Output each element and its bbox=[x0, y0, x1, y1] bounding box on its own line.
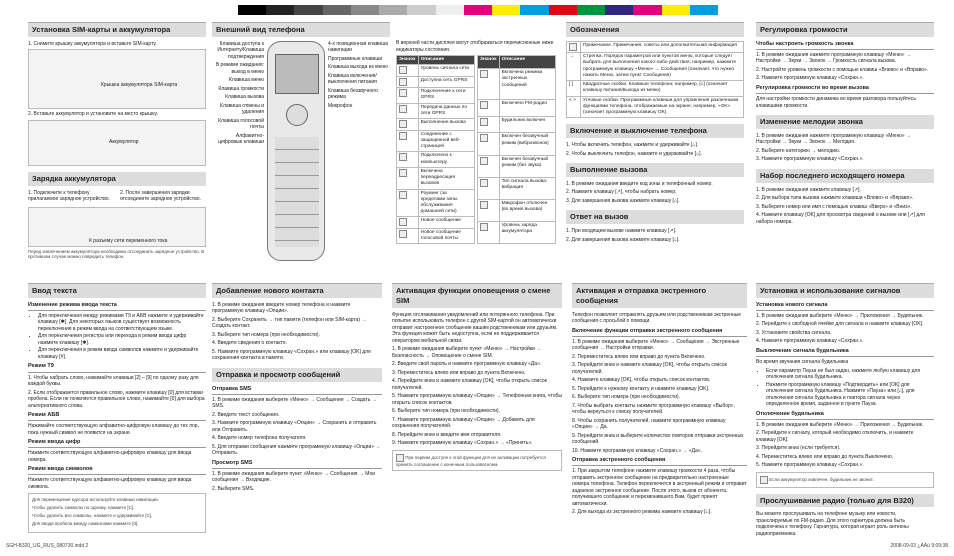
note: При первом доступе к этой функции для ее активации потребуется принять соглашение с конечным пользователем. bbox=[396, 454, 546, 467]
section-title: Отправка и просмотр сообщений bbox=[212, 368, 382, 382]
note: Для перемещения курсора используйте клавиши навигации. bbox=[32, 497, 159, 503]
bullet: • Для переключения регистра или перехода в режим ввода цифр нажмите клавишу [✱]. bbox=[38, 333, 206, 346]
step: 4. Нажмите клавишу [OK], чтобы открыть список контактов. bbox=[572, 377, 711, 384]
step: 2. Введите свой пароль и нажмите программную клавишу «Да». bbox=[392, 361, 542, 367]
step: 9. Перейдите вниз и выберите количество повторов отправки экстренных сообщений. bbox=[572, 432, 744, 446]
alarm-icon bbox=[480, 118, 488, 126]
step: 1. В режиме ожидания выберите «Меню» → Сообщения → Экстренные сообщения → Настройки отправки. bbox=[572, 338, 740, 352]
section-title: Внешний вид телефона bbox=[212, 22, 390, 37]
step: 1. При закрытом телефоне нажмите клавишу громкости 4 раза, чтобы отправить экстренное сообщение на предварительно настроенные номера телефона. Телефон переключится в экстренный режим и отправит заданное экстренное сообщение. После этого, вызов от абонента, получившего сообщение и перезвонившего Вам, будет принят автоматически. bbox=[572, 468, 747, 507]
cell: Включена переадресация вызовов bbox=[418, 167, 474, 189]
gprs-transfer-icon bbox=[399, 105, 407, 113]
step: 1. В режиме ожидания выберите «Меню» → Приложения → Будильник. bbox=[756, 312, 924, 319]
subheading: Режим ввода цифр bbox=[28, 439, 206, 448]
text: 1. Подключите к телефону прилагаемое зарядное устройство. bbox=[28, 189, 110, 202]
step: 1. Чтобы набрать слово, нажимайте клавиши [2] – [9] по одному разу для каждой буквы. bbox=[28, 374, 199, 388]
col-alarm bbox=[756, 283, 934, 539]
step: 3. Перейдите вниз (если требуется). bbox=[756, 445, 841, 452]
cell: Микрофон отключен (во время вызова) bbox=[499, 200, 555, 222]
th: Значок bbox=[397, 56, 419, 65]
step: 2. Выберите категорию → мелодию. bbox=[756, 147, 841, 154]
radio-icon bbox=[480, 101, 488, 109]
note: Если аккумулятор извлечен, будильник не звонит. bbox=[769, 476, 874, 482]
note: Чтобы удалить все символы, нажмите и удерживайте [C]. bbox=[32, 513, 153, 519]
message-icon bbox=[399, 218, 407, 226]
subheading: Просмотр SMS bbox=[212, 460, 382, 469]
col-phone bbox=[212, 22, 390, 261]
step: 2. Выберите SMS. bbox=[212, 485, 255, 492]
mute-icon bbox=[480, 157, 488, 165]
cell: Стрелка. Порядок параметров или пунктов меню, которые следует выбрать для выполнения какого-либо действия; например, нажмите программную клавишу «Меню» → Сообщения (означает, что нужно нажать Меню, затем пункт Сообщения) bbox=[581, 53, 744, 81]
sos-icon bbox=[480, 70, 488, 78]
step: 3. Выберите номер или имя с помощью клавиш «Вверх» и «Вниз». bbox=[756, 203, 912, 210]
section-title: Ввод текста bbox=[28, 283, 206, 298]
step: 2. Перейдите к свободной ячейке для сигнала и нажмите клавишу [OK]. bbox=[756, 321, 924, 328]
step: 1. В режиме ожидания выберите «Меню» → Сообщения → Создать → SMS. bbox=[212, 396, 377, 410]
subheading: Изменение режима ввода текста bbox=[28, 302, 206, 311]
step: 2. Введите текст сообщения. bbox=[212, 411, 280, 418]
bullet: • Для переключения между режимами T9 и АБВ нажмите и удерживайте клавишу [✱]. Для некоторых языков существует возможность переключения в режим ввода на соответствующем языке. bbox=[38, 313, 206, 333]
cell: Подключение к сети GPRS bbox=[418, 88, 474, 103]
step: 1. При входящем вызове нажмите клавишу [↗]. bbox=[566, 228, 677, 235]
step: 1. В режиме ожидания выберите «Меню» → Приложения → Будильник. bbox=[756, 421, 924, 428]
label: Клавиша доступа к Интернету/Клавиша подтверждения bbox=[217, 40, 264, 60]
col-text-input bbox=[28, 283, 206, 536]
section-title: Прослушивание радио (только для B320) bbox=[756, 494, 934, 508]
step: 4. Введите номер телефона получателя. bbox=[212, 435, 307, 442]
right-labels bbox=[328, 41, 390, 261]
step: 2. Если отображается правильное слово, нажмите клавишу [0] для вставки пробела. Если не появляется правильное слово, нажимайте [0] для выбора альтернативного слова. bbox=[28, 389, 205, 409]
bullet: • Если параметр Пауза не был задан, нажмите любую клавишу для отключения сигнала будильника. bbox=[766, 368, 934, 381]
subheading: Режим АБВ bbox=[28, 412, 206, 421]
footer-left: SGH-B320_UG_RUS_080730.indd 2 bbox=[6, 543, 89, 549]
subheading: Отправка SMS bbox=[212, 386, 382, 395]
subheading: Установка нового сигнала bbox=[756, 302, 934, 311]
sim-illustration bbox=[28, 49, 206, 109]
text: Функция отслеживания уведомлений или потерянного телефона. При попытке использовать телефон с другой SIM-картой он автоматически отправит настроенное сообщение вашим родственникам или друзьям. Эта функция может быть недоступна, если не поддерживается оператором мобильной связи. bbox=[392, 311, 558, 344]
cell: Включен беззвучный режим (без звука) bbox=[499, 155, 555, 177]
step: 7. Чтобы выбрать контакты нажмите программную клавишу «Выбор», чтобы вернуться к списку получателей. bbox=[572, 402, 735, 416]
gprs-connect-icon bbox=[399, 89, 407, 97]
step: 3. Перейдите вниз и нажмите клавишу [OK], чтобы открыть список получателей. bbox=[572, 362, 727, 375]
subheading: Чтобы настроить громкость звонка bbox=[756, 41, 934, 50]
section-title: Установка SIM-карты и аккумулятора bbox=[28, 22, 206, 37]
step: 5. Нажмите программную клавишу «Сохран.». bbox=[756, 462, 864, 469]
footer-right: 2008-09-03 ¿ÀÀü 9:09:38 bbox=[890, 543, 948, 549]
cell: Уровень сигнала сети bbox=[418, 65, 474, 77]
label: Клавиша отмены и удаления bbox=[220, 102, 264, 116]
cell: Уровень заряда аккумулятора bbox=[499, 222, 555, 244]
step: 5. Перейдите к нужному контакту и нажмите клавишу [OK]. bbox=[572, 385, 710, 392]
step: 3. Установите свойства сигнала. bbox=[756, 329, 832, 336]
text: Для настройки громкости динамика во время разговора пользуйтесь клавишами громкости. bbox=[756, 96, 916, 109]
left-labels bbox=[212, 41, 264, 261]
label: Клавиша беззвучного режима bbox=[328, 87, 378, 101]
step: 4. Перейдите вниз и нажмите клавишу [OK], чтобы открыть список получателей. bbox=[392, 378, 547, 391]
notation-table: Примечание. Примечания, советы или дополнительная информация → Стрелка. Порядок параметров или пунктов меню, которые следует выбрать для выполнения какого-либо действия; например, нажмите программную клавишу «Меню» → Сообщения (означает, что нужно нажать Меню, затем пункт Сообщения) [ ] Квадратные скобки. Клавиши телефона; например, [⌂] (означает клавишу питания/выхода из меню) < > Угловые скобки. Программные клавиши для управления различными функциями телефона, отображаемые на экране, например, «OK» (означает программную клавишу OK) bbox=[566, 41, 744, 119]
icons-table-b bbox=[477, 55, 556, 244]
cell: Квадратные скобки. Клавиши телефона; например, [⌂] (означает клавишу питания/выхода из меню) bbox=[581, 81, 744, 96]
label: Клавиша вызова bbox=[225, 94, 264, 101]
text: Во время звучания сигнала будильника bbox=[756, 359, 849, 366]
phone-illustration bbox=[267, 41, 325, 261]
note: Для ввода пробела между символами нажмите [0]. bbox=[32, 520, 139, 526]
step: 2. Для завершения вызова нажмите клавишу [⌂]. bbox=[566, 236, 680, 243]
step: 1. Чтобы включить телефон, нажмите и удерживайте [⌂]. bbox=[566, 142, 699, 149]
subheading: Выключение сигнала будильника bbox=[756, 348, 934, 357]
battery-icon bbox=[480, 223, 488, 231]
caption: SIM-карта bbox=[154, 82, 178, 89]
col-contact bbox=[212, 283, 382, 494]
note-icon bbox=[396, 454, 404, 462]
label: Клавиша голосовой почты bbox=[218, 117, 264, 131]
gprs-icon bbox=[399, 78, 407, 86]
step: 4. Нажмите клавишу [OK] для просмотра сведений о вызове или [↗] для набора номера. bbox=[756, 212, 925, 225]
text: Нажимайте соответствующую алфавитно-цифровую клавишу до тех пор, пока нужный символ не появится на экране. bbox=[28, 423, 199, 436]
vibrate-icon bbox=[480, 134, 488, 142]
section-title: Включение и выключение телефона bbox=[566, 124, 744, 138]
vibration-icon bbox=[480, 179, 488, 187]
subheading: Включение функции отправки экстренного сообщения bbox=[572, 328, 747, 337]
cell: Роуминг (за пределами зоны обслуживания домашней сети) bbox=[418, 189, 474, 217]
section-title: Добавление нового контакта bbox=[212, 283, 382, 298]
step: 1. В режиме ожидания выберите пункт «Меню» → Сообщения → Мои сообщения → Входящие. bbox=[212, 470, 376, 484]
bullet: • Для переключения в режим ввода символов нажмите и удерживайте клавишу [#]. bbox=[38, 347, 206, 360]
section-title: Изменение мелодии звонка bbox=[756, 115, 934, 129]
subheading: Отправка экстренного сообщения bbox=[572, 457, 747, 466]
step: 4. Нажмите программную клавишу «Сохран.». bbox=[756, 338, 864, 345]
cell: Включена режима экстренных сообщений bbox=[499, 69, 555, 100]
cell: Будильник включен bbox=[499, 116, 555, 133]
step: 4. Введите сведения о контакте. bbox=[212, 340, 288, 347]
subheading: Режим T9 bbox=[28, 363, 206, 372]
subheading: Режим ввода символов bbox=[28, 466, 206, 475]
th: Описание bbox=[499, 56, 555, 69]
section-title: Установка и использование сигналов bbox=[756, 283, 934, 298]
caption: К разъему сети переменного тока bbox=[89, 237, 168, 244]
cell: Включено FM-радио bbox=[499, 100, 555, 117]
color-bar-top bbox=[238, 5, 718, 15]
label: Алфавитно-цифровые клавиши bbox=[218, 132, 264, 146]
voicemail-icon bbox=[399, 230, 407, 238]
label: Клавиша выхода из меню bbox=[328, 64, 388, 71]
col-volume bbox=[756, 22, 934, 227]
section-title: Зарядка аккумулятора bbox=[28, 172, 206, 186]
step: 5. Нажмите программную клавишу «Опции» → Телефонная книга, чтобы открыть список контактов. bbox=[392, 393, 563, 406]
label: Клавиша громкости bbox=[218, 85, 264, 92]
col-icons bbox=[396, 40, 556, 244]
text: 1. Снимите крышку аккумулятора и вставьте SIM-карту. bbox=[28, 40, 157, 47]
forward-icon bbox=[399, 169, 407, 177]
bullet: • Нажмите программную клавишу «Подтвердить» или [OK] для отключения сигнала будильника. Нажмите «Пауза» или [⌂], для отключения сигнала будильника и повтора сигнала через определенное время, заданное в пункте Пауза. bbox=[766, 382, 934, 408]
label: Клавиша меню bbox=[229, 77, 264, 84]
step: 2. Для выхода из экстренного режима нажмите клавишу [⌂]. bbox=[572, 509, 712, 516]
text: В верхней части дисплея могут отображаться перечисленные ниже индикаторы состояния. bbox=[396, 40, 554, 53]
step: 9. Нажмите программную клавишу «Сохран.» → «Принять». bbox=[392, 440, 533, 446]
section-title: Регулировка громкости bbox=[756, 22, 934, 37]
section-title: Выполнение вызова bbox=[566, 163, 744, 177]
step: 5. Для отправки сообщения нажмите программную клавишу «Опции» → Отправить. bbox=[212, 443, 381, 457]
charger-illustration bbox=[28, 207, 206, 247]
note-icon bbox=[760, 476, 768, 484]
step: 6. Выберите тип номера (при необходимости). bbox=[392, 408, 500, 414]
note-box bbox=[392, 450, 562, 472]
section-title: Активация и отправка экстренного сообщения bbox=[572, 283, 747, 308]
section-title: Активация функции оповещения о смене SIM bbox=[392, 283, 562, 308]
note: Перед извлечением аккумулятора необходимо отсоединить зарядное устройство. В противном случае можно повредить телефон. bbox=[28, 248, 205, 260]
step: 3. Нажмите программную клавишу «Опции» → Сохранить и отправить или Отправить. bbox=[212, 420, 377, 433]
notes-box bbox=[28, 493, 206, 532]
label: Микрофон bbox=[328, 102, 353, 109]
step: 6. Выберите тип номера (при необходимости). bbox=[572, 394, 680, 401]
lock-icon bbox=[399, 132, 407, 140]
col-sos bbox=[572, 283, 747, 518]
cell: Доступна сеть GPRS bbox=[418, 76, 474, 88]
step: 1. В режиме ожидания введите код зоны и телефонный номер. bbox=[566, 180, 713, 187]
subheading: Отключение будильника bbox=[756, 411, 934, 420]
subheading: Регулировка громкости во время вызова bbox=[756, 85, 934, 94]
call-icon bbox=[399, 120, 407, 128]
step: 1. В режиме ожидания нажмите программную клавишу «Меню» → Настройки → Звуки → Звонок → Мелодия. bbox=[756, 132, 911, 146]
icons-table-a bbox=[396, 55, 475, 244]
cell: Новое сообщение голосовой почты bbox=[418, 228, 474, 243]
col-sim-alert bbox=[392, 283, 562, 474]
step: 3. Переместитесь влево или вправо до пункта Включено. bbox=[392, 369, 526, 376]
text: 2. Вставьте аккумулятор и установите на место крышку. bbox=[28, 111, 158, 118]
cell: Передача данных по сети GPRS bbox=[418, 103, 474, 118]
step: 3. Для завершения вызова нажмите клавишу [⌂]. bbox=[566, 197, 680, 204]
caption: Аккумулятор bbox=[109, 138, 139, 145]
text: Телефон позволяет отправлять друзьям или родственникам экстренные сообщения с просьбой о помощи. bbox=[572, 311, 741, 324]
cell: Включен беззвучный режим (виброзвонок) bbox=[499, 133, 555, 155]
cell: Соединение с защищенной веб-страницей bbox=[418, 130, 474, 152]
step: 2. Настройте уровень громкости с помощью клавиш «Влево» и «Вправо». bbox=[756, 66, 929, 73]
step: 7. Нажмите программную клавишу «Опции» → Добавить для сохранения получателей. bbox=[392, 416, 535, 429]
text: 2. После завершения зарядки отсоедините зарядное устройство. bbox=[120, 189, 201, 202]
step: 2. Переместитесь влево или вправо до пункта Включено. bbox=[572, 353, 706, 360]
step: 2. Для выбора типа вызова нажмите клавиши «Влево» и «Вправо». bbox=[756, 195, 914, 202]
label: Программные клавиши bbox=[328, 55, 383, 62]
step: 1. В режиме ожидания выберите пункт «Меню» → Настройки → Безопасность → Оповещение о смене SIM. bbox=[392, 346, 542, 359]
step: 3. Выберите тип номера (при необходимости). bbox=[212, 331, 320, 338]
col-sim bbox=[28, 22, 206, 262]
text: Нажмите соответствующую алфавитно-цифровую клавишу для ввода номера. bbox=[28, 450, 192, 463]
cell: Подключено к компьютеру bbox=[418, 152, 474, 167]
note: Чтобы удалить символы по одному, нажмите [C]. bbox=[32, 505, 135, 511]
signal-icon bbox=[399, 66, 407, 74]
col-notation bbox=[566, 22, 744, 245]
step: 1. В режиме ожидания нажмите клавишу [↗]. bbox=[756, 186, 861, 193]
pc-icon bbox=[399, 153, 407, 161]
note-icon bbox=[569, 43, 577, 51]
note-box bbox=[756, 472, 934, 488]
roaming-icon bbox=[399, 191, 407, 199]
step: 3. Нажмите программную клавишу «Сохран.». bbox=[756, 75, 864, 82]
cell: Выполнение вызова bbox=[418, 119, 474, 131]
mic-off-icon bbox=[480, 201, 488, 209]
battery-illustration bbox=[28, 120, 206, 166]
step: 8. Чтобы сохранить получателей, нажмите программную клавишу «Опции» → Да. bbox=[572, 417, 726, 431]
cell: Примечание. Примечания, советы или дополнительная информация bbox=[581, 41, 744, 53]
step: 2. Нажмите клавишу [↗], чтобы набрать номер. bbox=[566, 189, 677, 196]
label: 4-х позиционная клавиша навигации bbox=[328, 40, 388, 54]
cell: Новое сообщение bbox=[418, 217, 474, 229]
step: 5. Нажмите программную клавишу «Сохран.» или клавишу [OK] для сохранения контакта в памяти. bbox=[212, 348, 371, 362]
step: 1. В режиме ожидания нажмите программную клавишу «Меню» → Настройки → Звуки → Звонок → Громкость сигнала вызова. bbox=[756, 51, 911, 65]
step: 4. Переместитесь влево или вправо до пункта Выключено. bbox=[756, 453, 894, 460]
section-title: Набор последнего исходящего номера bbox=[756, 169, 934, 183]
label: В режиме ожидания: выход в меню bbox=[215, 62, 264, 75]
step: 8. Перейдите вниз и введите имя отправителя. bbox=[392, 431, 502, 438]
label: Клавиша включения/выключения питания bbox=[328, 72, 377, 86]
caption: Крышка аккумулятора bbox=[101, 82, 153, 89]
th: Значок bbox=[478, 56, 500, 69]
step: 2. Выберите Сохранить → тип памяти (телефон или SIM-карта) → Создать контакт. bbox=[212, 316, 367, 330]
section-title: Обозначения bbox=[566, 22, 744, 37]
text: Нажмите соответствующую алфавитно-цифровую клавишу для ввода символа. bbox=[28, 477, 192, 490]
cell: Тип сигнала вызова: вибрация bbox=[499, 177, 555, 199]
step: 2. Перейдите к сигналу, который необходимо отключить, и нажмите клавишу [OK]. bbox=[756, 430, 914, 443]
th: Описание bbox=[418, 56, 474, 65]
step: 10. Нажмите программную клавишу «Сохран.» → «Да». bbox=[572, 447, 702, 454]
step: 1. В режиме ожидания введите номер телефона и нажмите программную клавишу «Опции». bbox=[212, 301, 351, 315]
step: 3. Нажмите программную клавишу «Сохран.». bbox=[756, 156, 864, 163]
text: Вы можете прослушивать на телефоне музыку или новости, транслируемые по FM-радио. Для этого гарнитура должна быть подключена к телефону. Гарнитура, которая играет роль антенны радиоприемника. bbox=[756, 511, 909, 537]
section-title: Ответ на вызов bbox=[566, 210, 744, 224]
cell: Угловые скобки. Программные клавиши для управления различными функциями телефона, отображаемые на экране, например, «OK» (означает программную клавишу OK) bbox=[581, 96, 744, 118]
step: 2. Чтобы выключить телефон, нажмите и удерживайте [⌂]. bbox=[566, 150, 702, 157]
